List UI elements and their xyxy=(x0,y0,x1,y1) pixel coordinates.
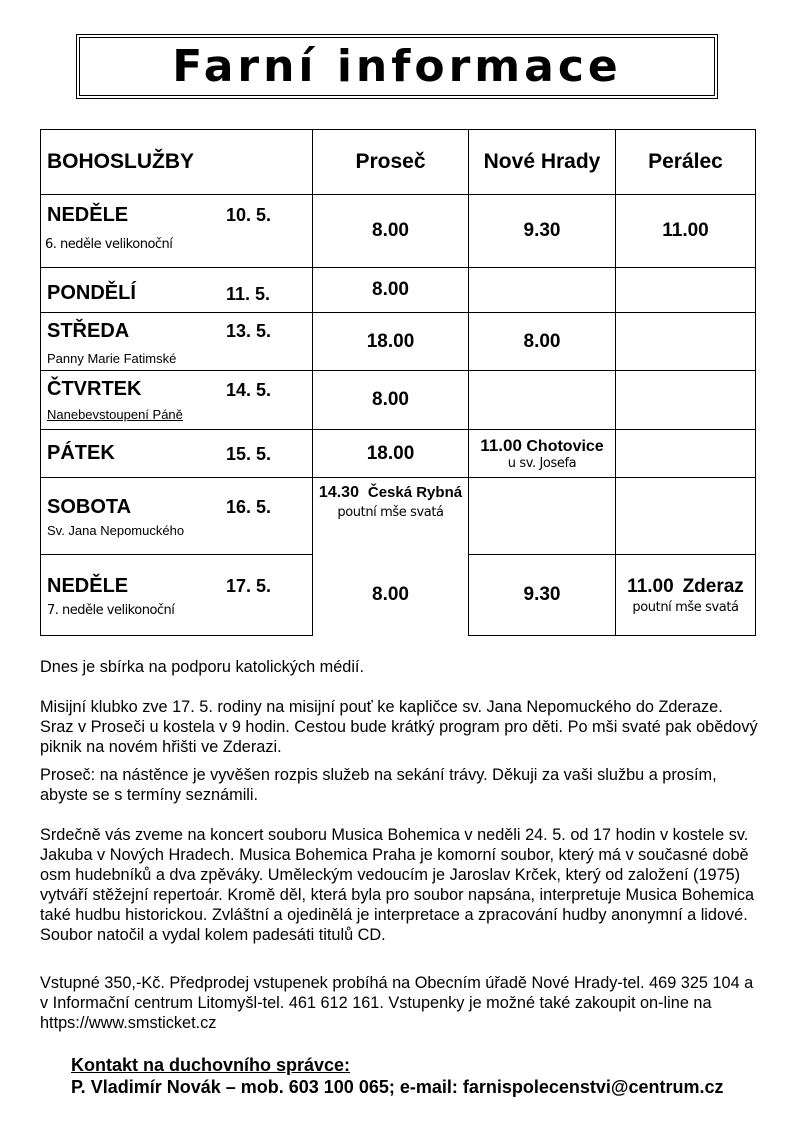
schedule-table xyxy=(40,129,756,636)
header-prosec: Proseč xyxy=(355,150,426,173)
announcement-paragraph: Vstupné 350,-Kč. Předprodej vstupenek probíhá na Obecním úřadě Nové Hrady-tel. 469 325 104 a v Informační centrum Litomyšl-tel. 461 612 161. Vstupenky je možné také zakoupit on-line na https://www.smsticket.cz xyxy=(40,974,754,1032)
date-label: 15. 5. xyxy=(226,444,272,464)
special-service-cell xyxy=(616,555,755,635)
contact-details: P. Vladimír Novák – mob. 603 100 065; e-mail: farnispolecenstvi@centrum.cz xyxy=(71,1077,724,1097)
header-services: BOHOSLUŽBY xyxy=(47,150,194,173)
special-service-cell xyxy=(313,484,468,542)
time-cell: 8.00 xyxy=(372,389,409,410)
time-cell: 8.00 xyxy=(523,330,561,352)
date-label: 11. 5. xyxy=(226,284,271,304)
date-label: 14. 5. xyxy=(226,380,272,400)
date-label: 13. 5. xyxy=(226,321,272,341)
page-title: Farní informace xyxy=(172,41,622,92)
announcement-paragraph: Misijní klubko zve 17. 5. rodiny na misijní pouť ke kapličce sv. Jana Nepomuckého do Zderaze. Sraz v Proseči u kostela v 9 hodin. Cestou bude krátký program pro děti. Po mši svaté pak obědový piknik na novém hřišti ve Zderazi. xyxy=(40,698,758,756)
day-label: ČTVRTEK xyxy=(47,378,142,400)
special-service-cell xyxy=(469,430,615,477)
occasion-label: Panny Marie Fatimské xyxy=(47,351,177,366)
note-label: poutní mše svatá xyxy=(337,505,444,520)
announcement-paragraph: Srdečně vás zveme na koncert souboru Musica Bohemica v neděli 24. 5. od 17 hodin v kostele sv. Jakuba v Nových Hradech. Musica Bohemica Praha je komorní soubor, který má v současné době osm hudebníků a dva zpěváky. Uměleckým vedoucím je Jaroslav Krček, který od založení (1975) vytváří stěžejní repertoár. Kromě děl, která byla pro soubor napsána, interpretuje Musica Bohemica také hudbu historickou. Zvláštní a ojedinělá je interpretace a zpracování hudby anonymní a lidové. Soubor natočil a vydal kolem padesáti titulů CD. xyxy=(40,826,755,944)
date-label: 10. 5. xyxy=(226,205,272,225)
title-box xyxy=(76,34,718,99)
announcement-paragraph: Proseč: na nástěnce je vyvěšen rozpis služeb na sekání trávy. Děkuji za vaši službu a prosím, abyste se s termíny seznámili. xyxy=(40,766,717,804)
time-cell: 11.00 xyxy=(662,220,709,241)
contact-heading: Kontakt na duchovního správce: xyxy=(71,1055,351,1075)
occasion-label: Sv. Jana Nepomuckého xyxy=(47,523,185,538)
day-label: PÁTEK xyxy=(47,442,115,464)
time-label: 14.30 xyxy=(318,484,359,501)
occasion-label: Nanebevstoupení Páně xyxy=(47,407,183,422)
announcement-paragraph: Dnes je sbírka na podporu katolických médií. xyxy=(40,658,364,676)
day-label: PONDĚLÍ xyxy=(47,282,136,304)
header-peralec: Perálec xyxy=(648,150,723,173)
place-label: Chotovice xyxy=(526,438,604,455)
time-cell: 9.30 xyxy=(523,584,561,605)
day-label: NEDĚLE xyxy=(47,575,129,597)
day-label: STŘEDA xyxy=(47,320,130,342)
time-cell: 18.00 xyxy=(366,330,415,352)
occasion-label: 6. neděle velikonoční xyxy=(45,237,173,252)
place-label: Zderaz xyxy=(682,575,744,597)
note-label: u sv. Josefa xyxy=(507,456,577,471)
time-label: 11.00 xyxy=(627,575,674,597)
time-cell: 18.00 xyxy=(366,442,415,464)
time-label: 11.00 xyxy=(480,436,522,455)
date-label: 16. 5. xyxy=(226,497,272,517)
day-label: SOBOTA xyxy=(47,496,132,518)
place-label: Česká Rybná xyxy=(367,484,463,501)
day-label: NEDĚLE xyxy=(47,204,129,226)
note-label: poutní mše svatá xyxy=(632,599,739,615)
header-nove-hrady: Nové Hrady xyxy=(483,150,601,173)
occasion-label: 7. neděle velikonoční xyxy=(47,603,175,618)
time-cell: 8.00 xyxy=(372,279,409,300)
contact-block xyxy=(71,1054,724,1098)
time-cell: 8.00 xyxy=(372,584,409,605)
time-cell: 9.30 xyxy=(523,220,561,241)
date-label: 17. 5. xyxy=(226,576,272,596)
time-cell: 8.00 xyxy=(372,220,409,241)
